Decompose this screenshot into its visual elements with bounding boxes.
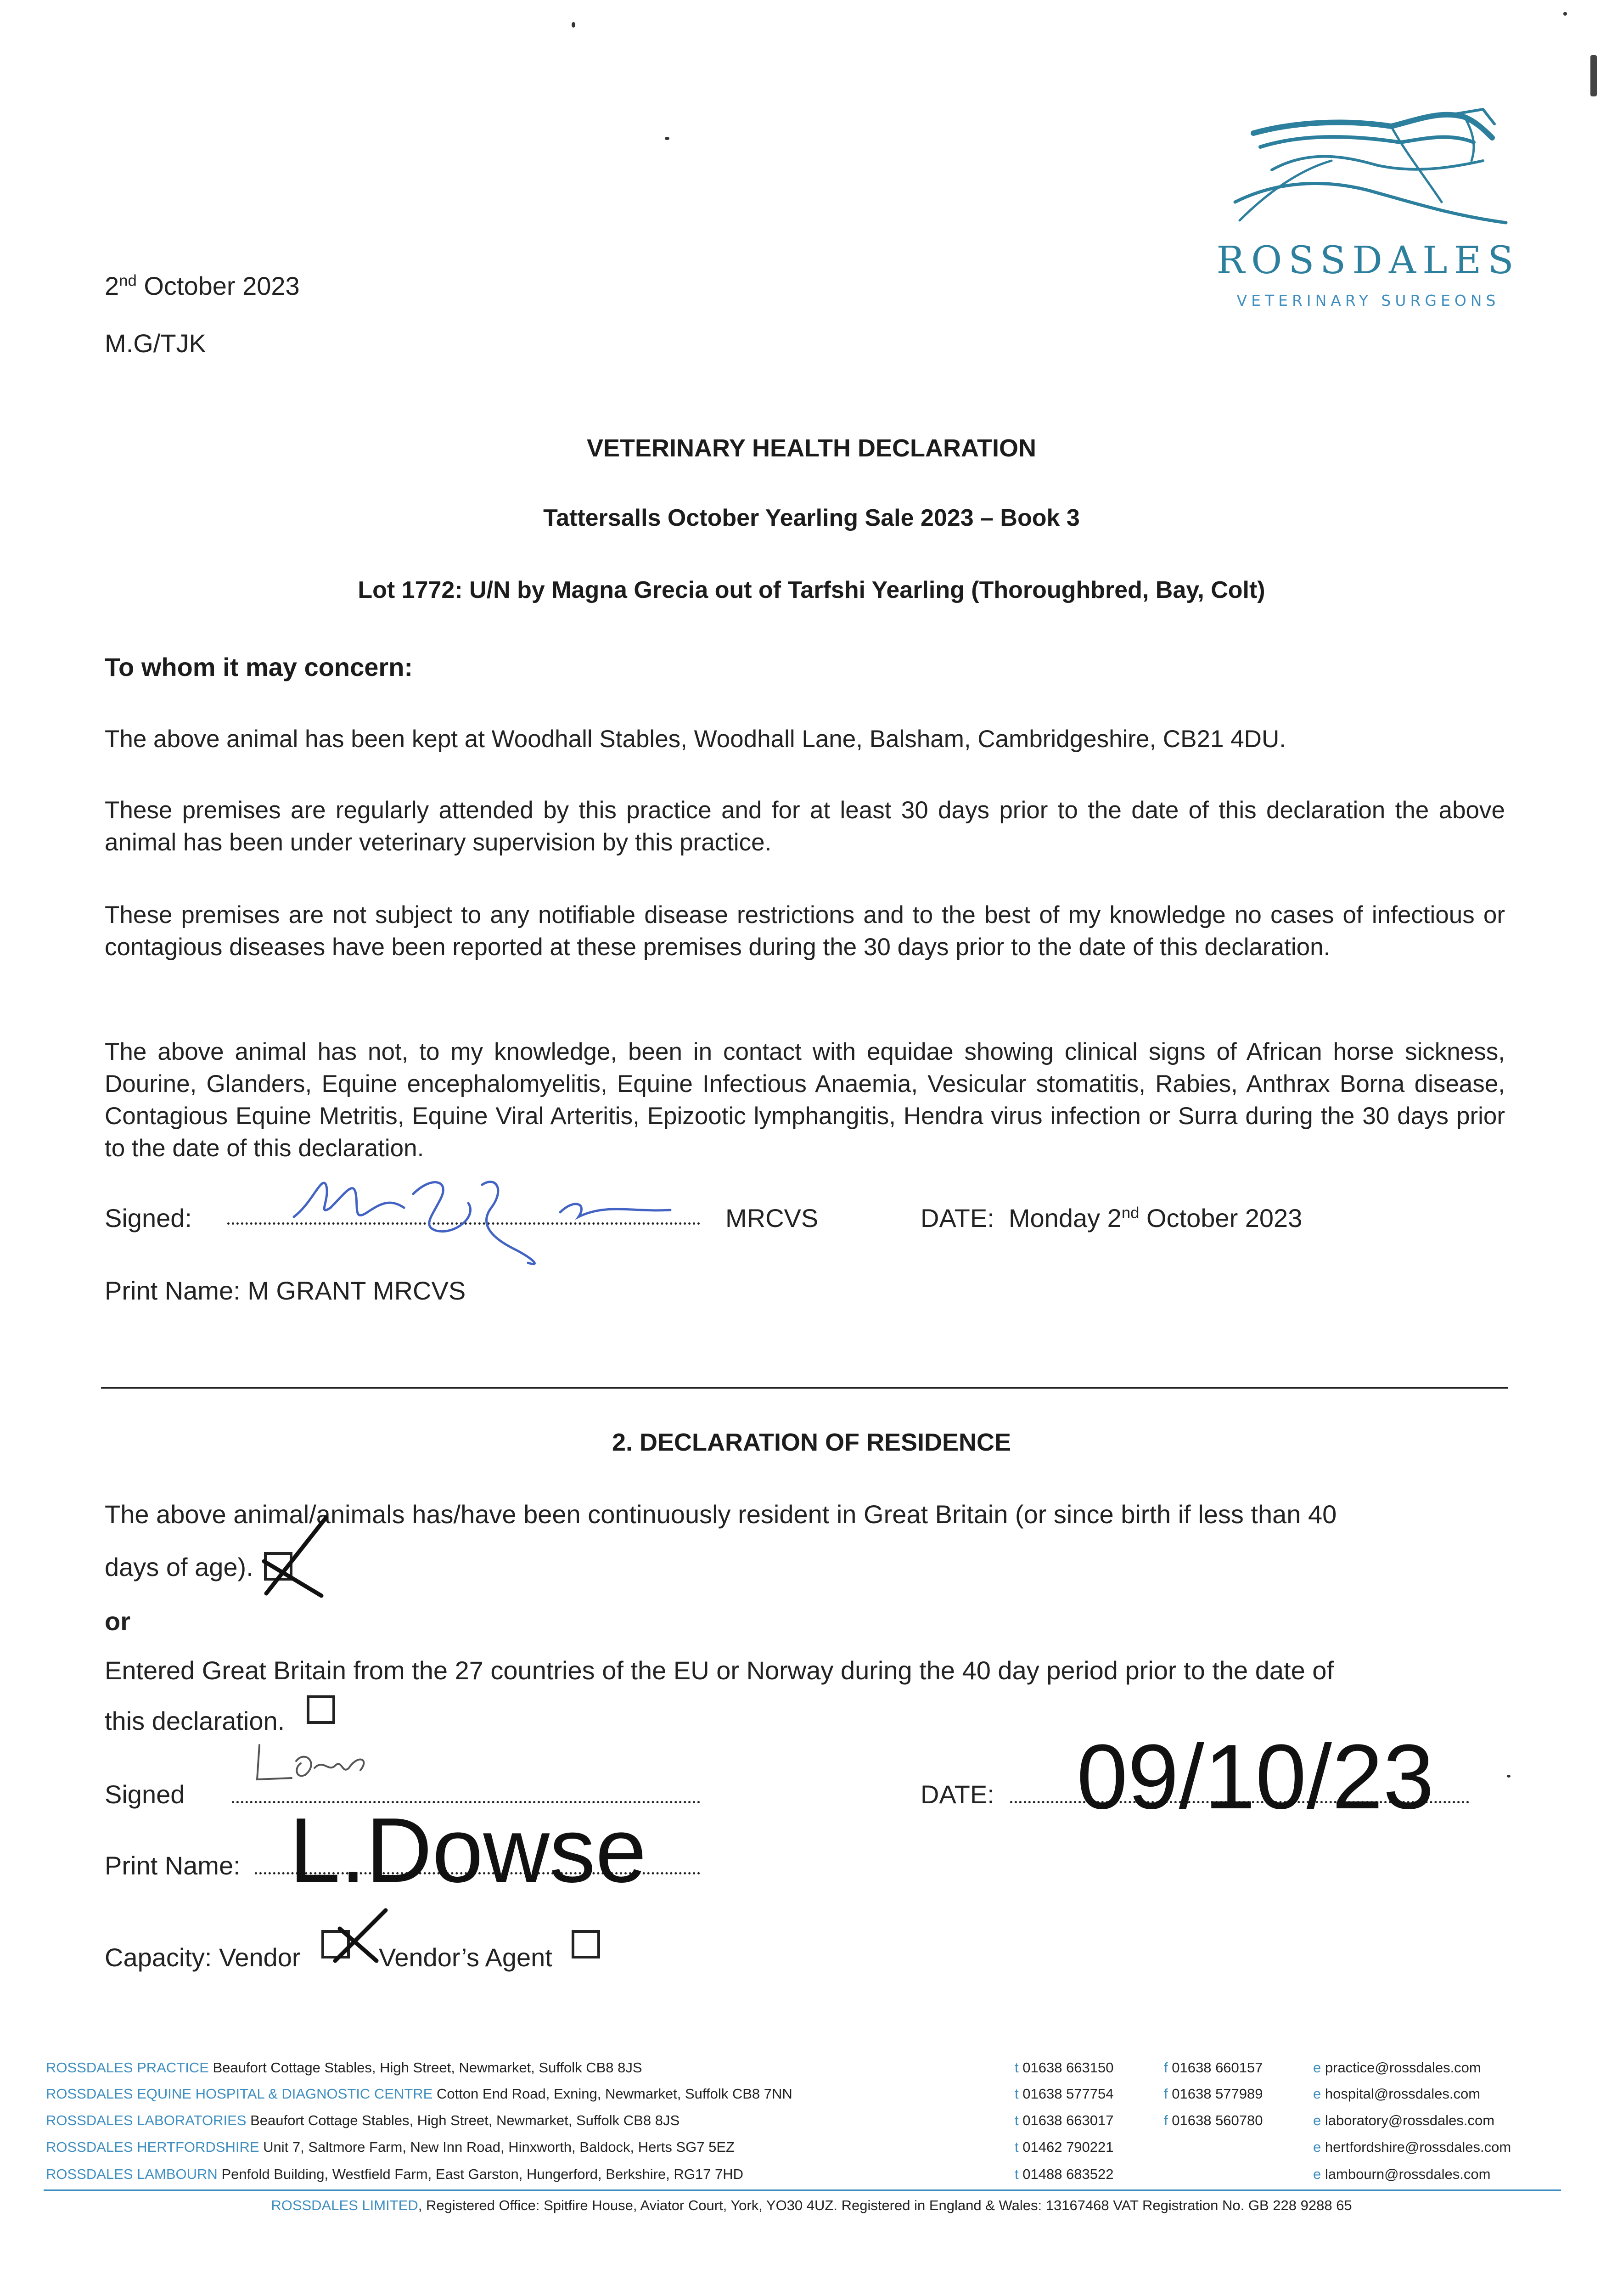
footer-location-address — [46, 2060, 642, 2076]
footer-address-text: Beaufort Cottage Stables, High Street, Newmarket, Suffolk CB8 8JS — [250, 2112, 680, 2128]
footer-email[interactable] — [1313, 2166, 1490, 2183]
footer-telephone-prefix: t — [1015, 2166, 1019, 2182]
footer-location-address — [46, 2086, 792, 2102]
paragraph-supervision: These premises are regularly attended by this practice and for at least 30 days prior to the date of this declaration the above animal has been under veterinary supervision by this practice. — [105, 797, 1505, 856]
residence-option2-line1: Entered Great Britain from the 27 countries of the EU or Norway during the 40 day period prior to the date of — [105, 1656, 1334, 1685]
vet-print-name: Print Name: M GRANT MRCVS — [105, 1276, 466, 1305]
footer-location-name: ROSSDALES EQUINE HOSPITAL & DIAGNOSTIC CENTRE — [46, 2086, 433, 2102]
footer-location-address — [46, 2166, 743, 2183]
footer-telephone-value: 01488 683522 — [1022, 2166, 1114, 2182]
footer-telephone — [1015, 2086, 1114, 2102]
footer-fax — [1164, 2060, 1263, 2076]
residence-option2-line2: this declaration. — [105, 1706, 285, 1735]
footer-telephone-prefix: t — [1015, 2139, 1019, 2155]
footer-email-prefix: e — [1313, 2060, 1321, 2076]
footer-email-value: laboratory@rossdales.com — [1325, 2112, 1495, 2128]
residence-option1-line2: days of age). — [105, 1553, 253, 1581]
footer-telephone — [1015, 2166, 1114, 2183]
option1-check-mark-icon — [257, 1511, 331, 1598]
galloping-horse-logo-icon — [1226, 106, 1511, 243]
footer-telephone-prefix: t — [1015, 2086, 1019, 2102]
footer-email[interactable] — [1313, 2060, 1481, 2076]
footer-email-value: lambourn@rossdales.com — [1325, 2166, 1491, 2182]
footer-location-row — [46, 2166, 1570, 2189]
footer-location-name: ROSSDALES HERTFORDSHIRE — [46, 2139, 259, 2155]
rossdales-logo — [1207, 106, 1529, 335]
footer-email-prefix: e — [1313, 2112, 1321, 2128]
residence-print-value: L.Dowse — [289, 1799, 647, 1902]
footer-fax-prefix: f — [1164, 2086, 1168, 2102]
vet-signature-icon — [285, 1148, 698, 1286]
footer-address-text: Cotton End Road, Exning, Newmarket, Suffolk CB8 7NN — [436, 2086, 792, 2102]
footer-fax — [1164, 2086, 1263, 2102]
footer-email[interactable] — [1313, 2112, 1494, 2129]
residence-heading: 2. DECLARATION OF RESIDENCE — [612, 1429, 1011, 1456]
vendor-signature-icon — [250, 1736, 388, 1791]
footer-location-address — [46, 2112, 680, 2129]
scan-speck — [665, 137, 669, 140]
footer-telephone-value: 01638 663150 — [1022, 2060, 1114, 2076]
scan-edge-mark — [1590, 55, 1597, 96]
footer-locations — [46, 2060, 1570, 2182]
footer-telephone-value: 01462 790221 — [1022, 2139, 1114, 2155]
paragraph-disease-contact: The above animal has not, to my knowledge, been in contact with equidae showing clinical signs of African horse sickness, Dourine, Glanders, Equine encephalomyelitis, Equine Infectious Anaemia, Vesicular stomatitis, Rabies, Anthrax Borna disease, Contagious Equine Metritis, Equine Viral Arteritis, Epizootic lymphangitis, Hendra virus infection or Surra during the 30 days prior to the date of this declaration. — [105, 1038, 1505, 1162]
signature-date: DATE: Monday 2nd October 2023 — [921, 1204, 1303, 1232]
declaration-title: VETERINARY HEALTH DECLARATION — [586, 434, 1036, 462]
scan-speck — [1563, 12, 1567, 16]
paragraph-restrictions: These premises are not subject to any notifiable disease restrictions and to the best of my knowledge no cases of infectious or contagious diseases have been reported at these premises during the 30 days prior to the date of this declaration. — [105, 901, 1505, 961]
residence-date-value: 09/10/23 — [1077, 1726, 1434, 1828]
residence-print-label: Print Name: — [105, 1851, 241, 1880]
footer-telephone — [1015, 2060, 1114, 2076]
mrcvs-suffix: MRCVS — [725, 1204, 819, 1232]
scan-speck — [1507, 1775, 1511, 1778]
footer-telephone-prefix: t — [1015, 2060, 1019, 2076]
footer-location-name: ROSSDALES LAMBOURN — [46, 2166, 218, 2182]
footer-fax-value: 01638 660157 — [1172, 2060, 1263, 2076]
footer-email-value: hertfordshire@rossdales.com — [1325, 2139, 1511, 2155]
footer-telephone-prefix: t — [1015, 2112, 1019, 2128]
footer-location-row — [46, 2060, 1570, 2082]
residence-signed-label: Signed — [105, 1780, 185, 1809]
scan-speck — [572, 22, 575, 28]
option2-checkbox[interactable] — [307, 1695, 335, 1724]
footer-email-value: hospital@rossdales.com — [1325, 2086, 1481, 2102]
footer-telephone — [1015, 2112, 1114, 2129]
agent-checkbox[interactable] — [572, 1930, 600, 1958]
footer-email-prefix: e — [1313, 2086, 1321, 2102]
footer-fax — [1164, 2112, 1263, 2129]
footer-telephone — [1015, 2139, 1114, 2155]
footer-fax-prefix: f — [1164, 2112, 1168, 2128]
footer-address-text: Unit 7, Saltmore Farm, New Inn Road, Hinxworth, Baldock, Herts SG7 5EZ — [263, 2139, 735, 2155]
or-separator: or — [105, 1607, 130, 1636]
agent-label: Vendor’s Agent — [379, 1943, 552, 1972]
letter-date: 2nd October 2023 — [105, 271, 300, 300]
logo-tagline: VETERINARY SURGEONS — [1236, 292, 1500, 310]
salutation: To whom it may concern: — [105, 653, 413, 681]
footer-location-name: ROSSDALES PRACTICE — [46, 2060, 209, 2076]
letter-reference: M.G/TJK — [105, 329, 206, 358]
footer-email-prefix: e — [1313, 2166, 1321, 2182]
residence-date-label: DATE: — [921, 1780, 994, 1809]
footer-location-row — [46, 2139, 1570, 2162]
lot-title: Lot 1772: U/N by Magna Grecia out of Tarfshi Yearling (Thoroughbred, Bay, Colt) — [358, 577, 1265, 603]
logo-name: ROSSDALES — [1216, 239, 1520, 282]
footer-location-address — [46, 2139, 735, 2155]
footer-location-row — [46, 2086, 1570, 2109]
footer-location-name: ROSSDALES LABORATORIES — [46, 2112, 247, 2128]
footer-email[interactable] — [1313, 2139, 1511, 2155]
footer-email-prefix: e — [1313, 2139, 1321, 2155]
footer-email[interactable] — [1313, 2086, 1480, 2102]
sale-title: Tattersalls October Yearling Sale 2023 – Book 3 — [543, 505, 1080, 531]
capacity-label: Capacity: Vendor — [105, 1943, 301, 1972]
residence-option1-line1: The above animal/animals has/have been continuously resident in Great Britain (or since birth if less than 40 — [105, 1500, 1337, 1529]
footer-fax-value: 01638 560780 — [1172, 2112, 1263, 2128]
footer-address-text: Penfold Building, Westfield Farm, East Garston, Hungerford, Berkshire, RG17 7HD — [221, 2166, 744, 2182]
footer-fax-value: 01638 577989 — [1172, 2086, 1263, 2102]
footer-telephone-value: 01638 663017 — [1022, 2112, 1114, 2128]
footer-address-text: Beaufort Cottage Stables, High Street, Newmarket, Suffolk CB8 8JS — [213, 2060, 642, 2076]
signed-label: Signed: — [105, 1204, 192, 1232]
footer-fax-prefix: f — [1164, 2060, 1168, 2076]
section-divider — [101, 1387, 1508, 1389]
footer-location-row — [46, 2112, 1570, 2135]
footer-email-value: practice@rossdales.com — [1325, 2060, 1481, 2076]
footer-divider — [44, 2189, 1561, 2191]
paragraph-premises: The above animal has been kept at Woodhall Stables, Woodhall Lane, Balsham, Cambridgeshire, CB21 4DU. — [105, 726, 1286, 753]
footer-telephone-value: 01638 577754 — [1022, 2086, 1114, 2102]
registered-office: ROSSDALES LIMITED, Registered Office: Spitfire House, Aviator Court, York, YO30 4UZ. Registered in England & Wales: 13167468 VAT Registration No. GB 228 9288 65 — [271, 2197, 1352, 2213]
